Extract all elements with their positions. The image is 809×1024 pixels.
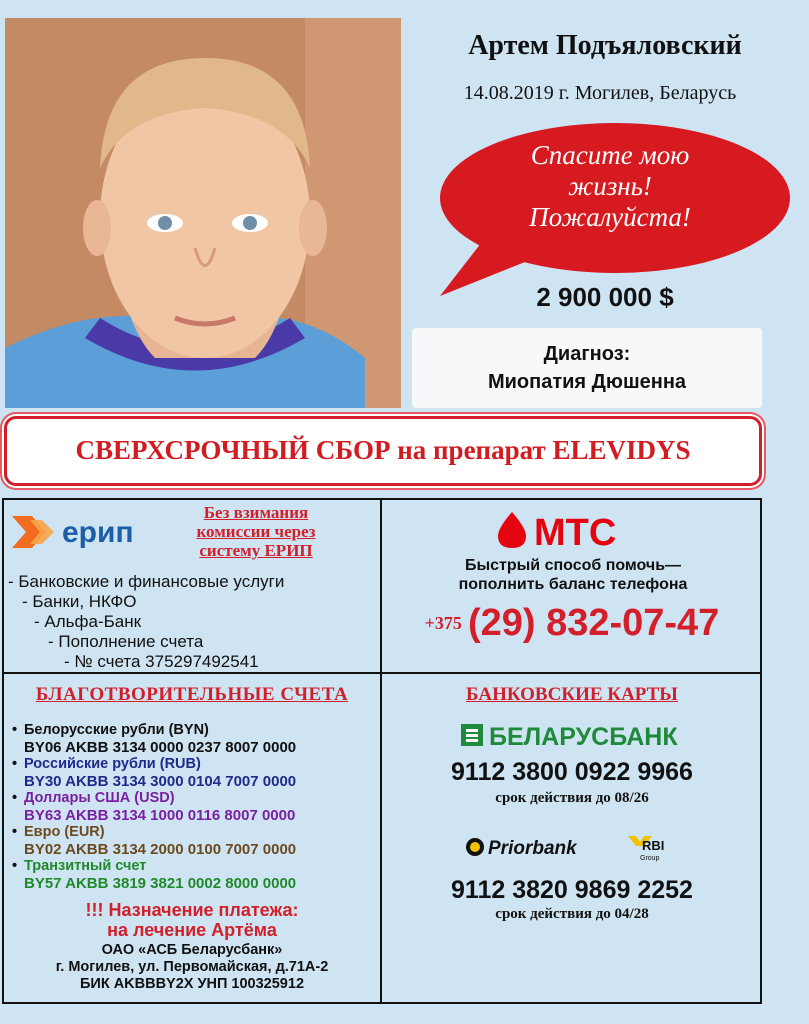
account-currency bbox=[12, 756, 380, 773]
mts-egg-icon bbox=[498, 512, 526, 548]
phone-number bbox=[382, 602, 762, 645]
account-currency bbox=[12, 858, 380, 875]
account-currency bbox=[12, 824, 380, 841]
erip-path-step: - Банки, НКФО bbox=[22, 592, 137, 611]
account-currency bbox=[12, 722, 380, 739]
account-number: BY57 AKBB 3819 3821 0002 8000 0000 bbox=[24, 875, 297, 892]
erip-no-commission-note bbox=[156, 503, 356, 560]
birth-info: 14.08.2019 г. Могилев, Беларусь bbox=[463, 82, 737, 104]
erip-note-line: Без взимания bbox=[203, 503, 309, 522]
purpose-line: !!! Назначение платежа: bbox=[85, 900, 299, 920]
phone-main: (29) 832-07-47 bbox=[467, 602, 720, 644]
grid-divider-vertical bbox=[380, 500, 382, 1002]
child-portrait-illustration bbox=[5, 18, 401, 408]
account-currency-label: Доллары США (USD) bbox=[24, 790, 175, 806]
mts-description bbox=[384, 556, 762, 594]
account-currency-label: Транзитный счет bbox=[24, 858, 147, 874]
bank-requisites bbox=[4, 942, 380, 993]
priorbank-logo bbox=[464, 830, 684, 864]
payment-purpose bbox=[4, 900, 380, 940]
erip-path-step: - Пополнение счета bbox=[48, 632, 204, 651]
purpose-line: на лечение Артёма bbox=[107, 920, 277, 940]
account-entry bbox=[12, 858, 380, 892]
bank-line: ОАО «АСБ Беларусбанк» bbox=[101, 942, 283, 958]
account-currency-label: Белорусские рубли (BYN) bbox=[24, 722, 209, 738]
plea-speech-bubble bbox=[415, 118, 795, 298]
plea-line: Пожалуйста! bbox=[529, 202, 691, 232]
mts-desc-line: пополнить баланс телефона bbox=[458, 576, 688, 593]
rbi-logo-text: RBI bbox=[642, 838, 665, 853]
plea-line: жизнь! bbox=[568, 171, 652, 201]
account-entry bbox=[12, 824, 380, 858]
rbi-group-text: Group bbox=[640, 855, 660, 862]
erip-note-line: систему ЕРИП bbox=[199, 541, 313, 560]
account-number: BY30 AKBB 3134 3000 0104 7007 0000 bbox=[24, 773, 297, 790]
erip-logo bbox=[10, 506, 155, 558]
target-amount: 2 900 000 $ bbox=[536, 282, 674, 312]
charity-accounts-title: БЛАГОТВОРИТЕЛЬНЫЕ СЧЕТА bbox=[35, 684, 349, 705]
account-number: BY02 AKBB 3134 2000 0100 7007 0000 bbox=[24, 841, 297, 858]
erip-logo-text: ерип bbox=[62, 516, 134, 549]
erip-note-line: комиссии через bbox=[196, 522, 316, 541]
account-currency-label: Евро (EUR) bbox=[24, 824, 105, 840]
plea-text bbox=[435, 140, 785, 233]
bullet-icon: • bbox=[12, 790, 18, 806]
mts-logo bbox=[494, 510, 664, 550]
card-expiry-belarusbank: срок действия до 08/26 bbox=[495, 790, 649, 806]
urgent-banner: СВЕРХСРОЧНЫЙ СБОР на препарат ELEVIDYS bbox=[4, 416, 762, 486]
account-number: BY63 AKBB 3134 1000 0116 8007 0000 bbox=[24, 807, 296, 824]
bank-line: г. Могилев, ул. Первомайская, д.71А-2 bbox=[55, 959, 329, 975]
plea-line: Спасите мою bbox=[530, 140, 690, 170]
diagnosis-box bbox=[412, 328, 762, 408]
bank-line: БИК AKBBBY2X УНП 100325912 bbox=[79, 976, 305, 992]
priorbank-logo-text: Priorbank bbox=[488, 838, 577, 859]
phone-prefix: +375 bbox=[424, 613, 462, 633]
bullet-icon: • bbox=[12, 824, 18, 840]
mts-desc-line: Быстрый способ помочь— bbox=[464, 557, 682, 574]
grid-divider-horizontal bbox=[4, 672, 760, 674]
diagnosis-value: Миопатия Дюшенна bbox=[487, 371, 687, 393]
belarusbank-logo-text: БЕЛАРУСБАНК bbox=[489, 723, 678, 750]
account-currency bbox=[12, 790, 380, 807]
child-photo bbox=[5, 18, 401, 408]
erip-path-step: - № счета 375297492541 bbox=[64, 652, 259, 671]
account-entry bbox=[12, 790, 380, 824]
bank-cards-title: БАНКОВСКИЕ КАРТЫ bbox=[466, 684, 678, 705]
child-name: Артем Подъяловский bbox=[468, 30, 742, 61]
mts-logo-text: МТС bbox=[534, 512, 617, 550]
diagnosis-label: Диагноз: bbox=[543, 343, 631, 365]
payment-grid bbox=[2, 498, 762, 1004]
card-number-belarusbank: 9112 3800 0922 9966 bbox=[451, 758, 693, 786]
bullet-icon: • bbox=[12, 722, 18, 738]
bullet-icon: • bbox=[12, 756, 18, 772]
account-entry bbox=[12, 756, 380, 790]
bullet-icon: • bbox=[12, 858, 18, 874]
erip-path-step: - Банковские и финансовые услуги bbox=[8, 572, 285, 591]
card-number-priorbank: 9112 3820 9869 2252 bbox=[451, 876, 693, 904]
erip-path-step: - Альфа-Банк bbox=[34, 612, 142, 631]
belarusbank-logo bbox=[459, 718, 689, 750]
account-entry bbox=[12, 722, 380, 756]
account-currency-label: Российские рубли (RUB) bbox=[24, 756, 201, 772]
card-expiry-priorbank: срок действия до 04/28 bbox=[495, 906, 649, 922]
account-number: BY06 AKBB 3134 0000 0237 8007 0000 bbox=[24, 739, 297, 756]
